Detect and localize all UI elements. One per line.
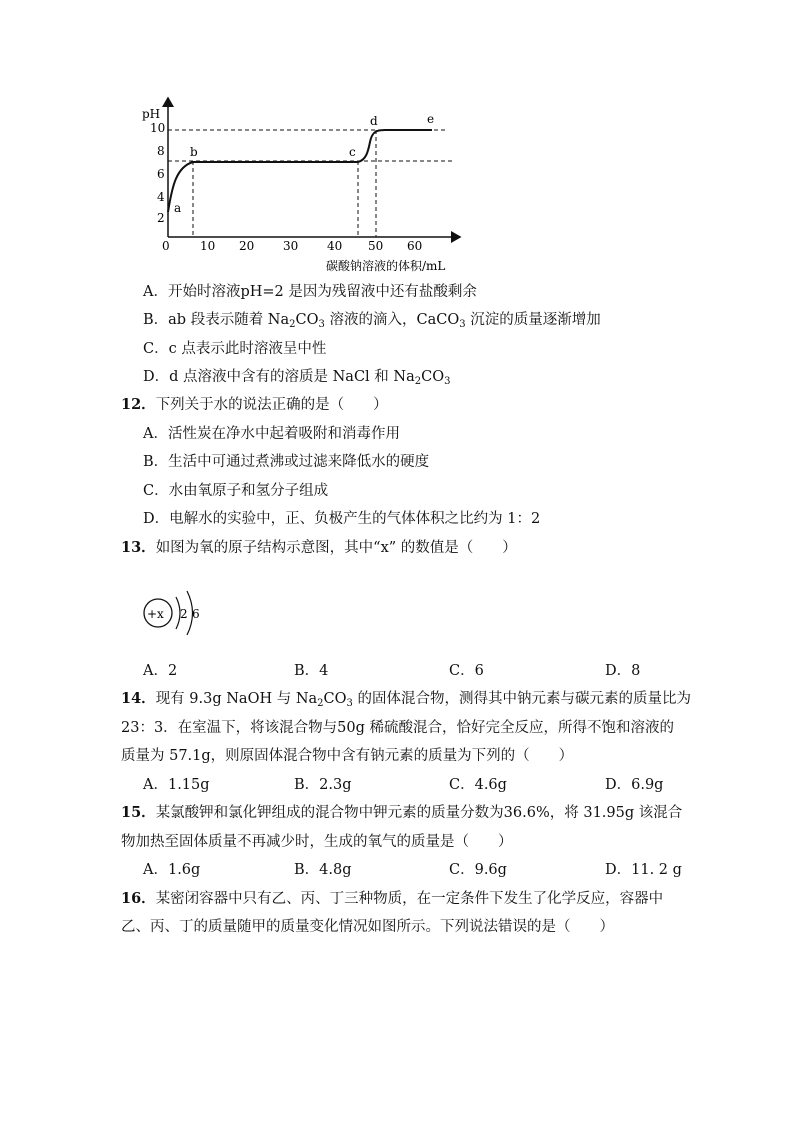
q13-option-b[interactable]: B．4 [294, 663, 329, 679]
x-axis-label: 碳酸钠溶液的体积/mL [326, 259, 446, 273]
x-tick: 60 [407, 239, 423, 253]
point-a: a [174, 201, 182, 215]
q16-stem-line1: 16．某密闭容器中只有乙、丙、丁三种物质，在一定条件下发生了化学反应，容器中 [121, 890, 664, 907]
x-tick: 0 [162, 239, 170, 253]
q15-option-d[interactable]: D．11. 2 g [605, 862, 682, 878]
q15-option-a[interactable]: A．1.6g [143, 862, 201, 878]
y-tick: 2 [157, 211, 165, 225]
y-tick: 10 [150, 121, 166, 135]
q15-option-c[interactable]: C．9.6g [449, 862, 507, 878]
x-tick: 10 [200, 239, 216, 253]
q14-stem-line3: 质量为 57.1g，则原固体混合物中含有钠元素的质量为下列的（ ） [121, 748, 574, 764]
nucleus-label: +x [147, 607, 164, 621]
x-tick: 40 [327, 239, 343, 253]
q14-option-c[interactable]: C．4.6g [449, 777, 507, 793]
x-tick: 50 [368, 239, 384, 253]
q11-option-d[interactable]: D．d 点溶液中含有的溶质是 NaCl 和 $Na_2CO_3$ [143, 369, 451, 387]
q16-stem-line2: 乙、丙、丁的质量随甲的质量变化情况如图所示。下列说法错误的是（ ） [121, 919, 614, 935]
ph-titration-graph [130, 92, 480, 277]
y-axis-label: pH [142, 107, 161, 121]
q12-stem: 12．下列关于水的说法正确的是（ ） [121, 396, 388, 413]
q15-stem-line1: 15．某氯酸钾和氯化钾组成的混合物中钾元素的质量分数为36.6%，将 31.95g 该混合 [121, 804, 683, 821]
point-c: c [349, 145, 356, 159]
point-d: d [370, 114, 378, 128]
q13-option-c[interactable]: C．6 [449, 663, 484, 679]
q15-option-b[interactable]: B．4.8g [294, 862, 352, 878]
y-tick: 4 [157, 190, 165, 204]
q11-option-a[interactable]: A．开始时溶液pH=2 是因为残留液中还有盐酸剩余 [143, 284, 477, 300]
q11-option-c[interactable]: C．c 点表示此时溶液呈中性 [143, 341, 327, 357]
q11-option-b[interactable]: B．ab 段表示随着 $Na_2CO_3$ 溶液的滴入，CaCO$_3$ 沉淀的质量逐渐增加 [143, 312, 601, 330]
ph-curve [168, 130, 432, 212]
point-b: b [190, 145, 198, 159]
shell1-electrons: 2 [180, 607, 188, 621]
q12-option-c[interactable]: C．水由氧原子和氢分子组成 [143, 483, 329, 499]
q13-option-a[interactable]: A．2 [143, 663, 178, 679]
shell2-electrons: 6 [192, 607, 200, 621]
q12-option-d[interactable]: D．电解水的实验中，正、负极产生的气体体积之比约为 1：2 [143, 511, 541, 527]
x-tick: 20 [239, 239, 255, 253]
q14-stem-line2: 23：3．在室温下，将该混合物与50g 稀硫酸混合，恰好完全反应，所得不饱和溶液的 [121, 720, 675, 736]
q14-stem-line1: 14．现有 9.3g NaOH 与 $Na_2CO_3$ 的固体混合物，测得其中钠元素与碳元素的质量比为 [121, 690, 692, 709]
q13-option-d[interactable]: D．8 [605, 663, 641, 679]
oxygen-atom-diagram [140, 585, 220, 645]
q15-stem-line2: 物加热至固体质量不再减少时，生成的氧气的质量是（ ） [121, 834, 513, 850]
y-tick: 6 [157, 167, 165, 181]
x-tick: 30 [283, 239, 299, 253]
q14-option-b[interactable]: B．2.3g [294, 777, 352, 793]
point-e: e [427, 112, 435, 126]
q14-option-a[interactable]: A．1.15g [143, 777, 210, 793]
q12-option-b[interactable]: B．生活中可通过煮沸或过滤来降低水的硬度 [143, 454, 430, 470]
y-tick: 8 [157, 144, 165, 158]
q14-option-d[interactable]: D．6.9g [605, 777, 664, 793]
q12-option-a[interactable]: A．活性炭在净水中起着吸附和消毒作用 [143, 426, 400, 442]
q13-stem: 13．如图为氧的原子结构示意图，其中“x” 的数值是（ ） [121, 539, 517, 556]
